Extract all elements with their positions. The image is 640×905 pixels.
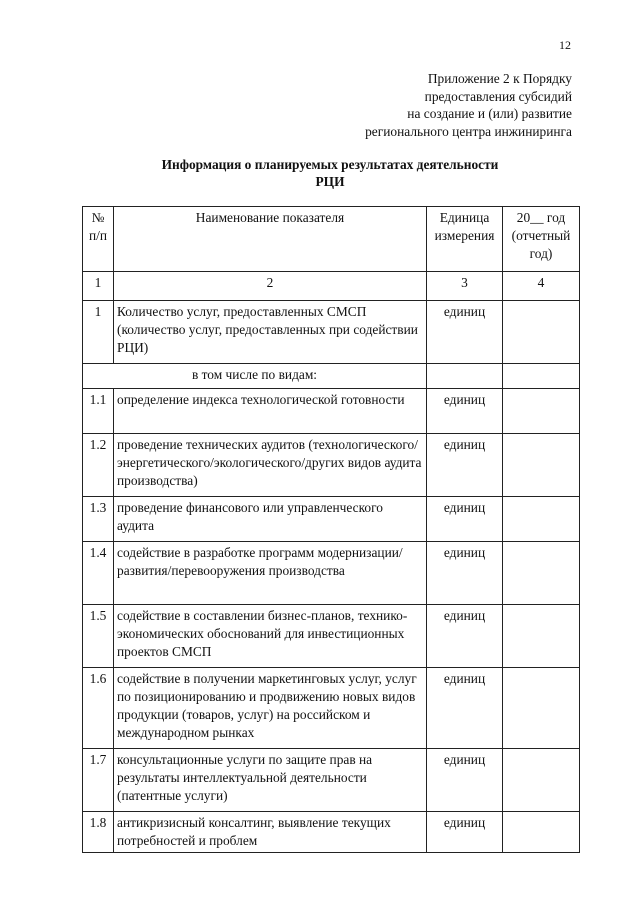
page-number: 12 [559, 38, 571, 52]
value-cell [503, 749, 580, 812]
row-number: 1 [83, 301, 114, 364]
unit-cell: единиц [427, 434, 503, 497]
appendix-line: регионального центра инжиниринга [365, 123, 572, 139]
value-cell [503, 434, 580, 497]
table-row [83, 605, 580, 668]
row-number: 1.8 [83, 812, 114, 853]
indicator-name: содействие в разработке программ модернизации/развития/перевооружения производства [114, 542, 427, 605]
unit-cell: единиц [427, 668, 503, 749]
document-title-line: РЦИ [315, 174, 345, 189]
column-index: 4 [503, 272, 580, 301]
value-cell [503, 605, 580, 668]
indicator-name: консультационные услуги по защите прав на результаты интеллектуальной деятельности (патентные услуги) [114, 749, 427, 812]
unit-cell: единиц [427, 605, 503, 668]
row-number: 1.2 [83, 434, 114, 497]
row-number: 1.7 [83, 749, 114, 812]
value-cell [503, 812, 580, 853]
table-row [83, 812, 580, 853]
table-row [83, 497, 580, 542]
table-row [83, 301, 580, 364]
subheading-label: в том числе по видам: [83, 364, 427, 389]
row-number: 1.1 [83, 389, 114, 434]
indicator-name: содействие в составлении бизнес-планов, технико-экономических обоснований для инвестиционных проектов СМСП [114, 605, 427, 668]
value-cell [503, 668, 580, 749]
appendix-line: предоставления субсидий [424, 88, 572, 104]
unit-cell: единиц [427, 497, 503, 542]
results-table [82, 206, 580, 853]
indicator-name: проведение технических аудитов (технологического/энергетического/экологического/других видов аудита производства) [114, 434, 427, 497]
unit-cell [427, 364, 503, 389]
column-index: 1 [83, 272, 114, 301]
row-number: 1.4 [83, 542, 114, 605]
column-index-row [83, 272, 580, 301]
table-header-row [83, 207, 580, 272]
table-row [83, 434, 580, 497]
value-cell [503, 301, 580, 364]
unit-cell: единиц [427, 542, 503, 605]
header-name: Наименование показателя [114, 207, 427, 272]
unit-cell: единиц [427, 812, 503, 853]
table-row [83, 668, 580, 749]
value-cell [503, 389, 580, 434]
header-year: 20__ год (отчетный год) [503, 207, 580, 272]
indicator-name: Количество услуг, предоставленных СМСП (количество услуг, предоставленных при содействии РЦИ) [114, 301, 427, 364]
header-unit: Единица измерения [427, 207, 503, 272]
indicator-name: антикризисный консалтинг, выявление текущих потребностей и проблем [114, 812, 427, 853]
unit-cell: единиц [427, 389, 503, 434]
indicator-name: проведение финансового или управленческого аудита [114, 497, 427, 542]
row-number: 1.5 [83, 605, 114, 668]
document-title-line: Информация о планируемых результатах деятельности [161, 157, 499, 172]
unit-cell: единиц [427, 301, 503, 364]
value-cell [503, 542, 580, 605]
document-title [80, 156, 580, 190]
row-number: 1.6 [83, 668, 114, 749]
value-cell [503, 497, 580, 542]
table-row-subheading [83, 364, 580, 389]
column-index: 2 [114, 272, 427, 301]
table-row [83, 542, 580, 605]
value-cell [503, 364, 580, 389]
unit-cell: единиц [427, 749, 503, 812]
header-num: № п/п [83, 207, 114, 272]
appendix-note [365, 70, 572, 140]
indicator-name: содействие в получении маркетинговых услуг, услуг по позиционированию и продвижению новых видов продукции (товаров, услуг) на российском и международном рынках [114, 668, 427, 749]
column-index: 3 [427, 272, 503, 301]
appendix-line: на создание и (или) развитие [407, 106, 572, 122]
table-row [83, 389, 580, 434]
row-number: 1.3 [83, 497, 114, 542]
appendix-line: Приложение 2 к Порядку [427, 71, 572, 86]
table-row [83, 749, 580, 812]
indicator-name: определение индекса технологической готовности [114, 389, 427, 434]
